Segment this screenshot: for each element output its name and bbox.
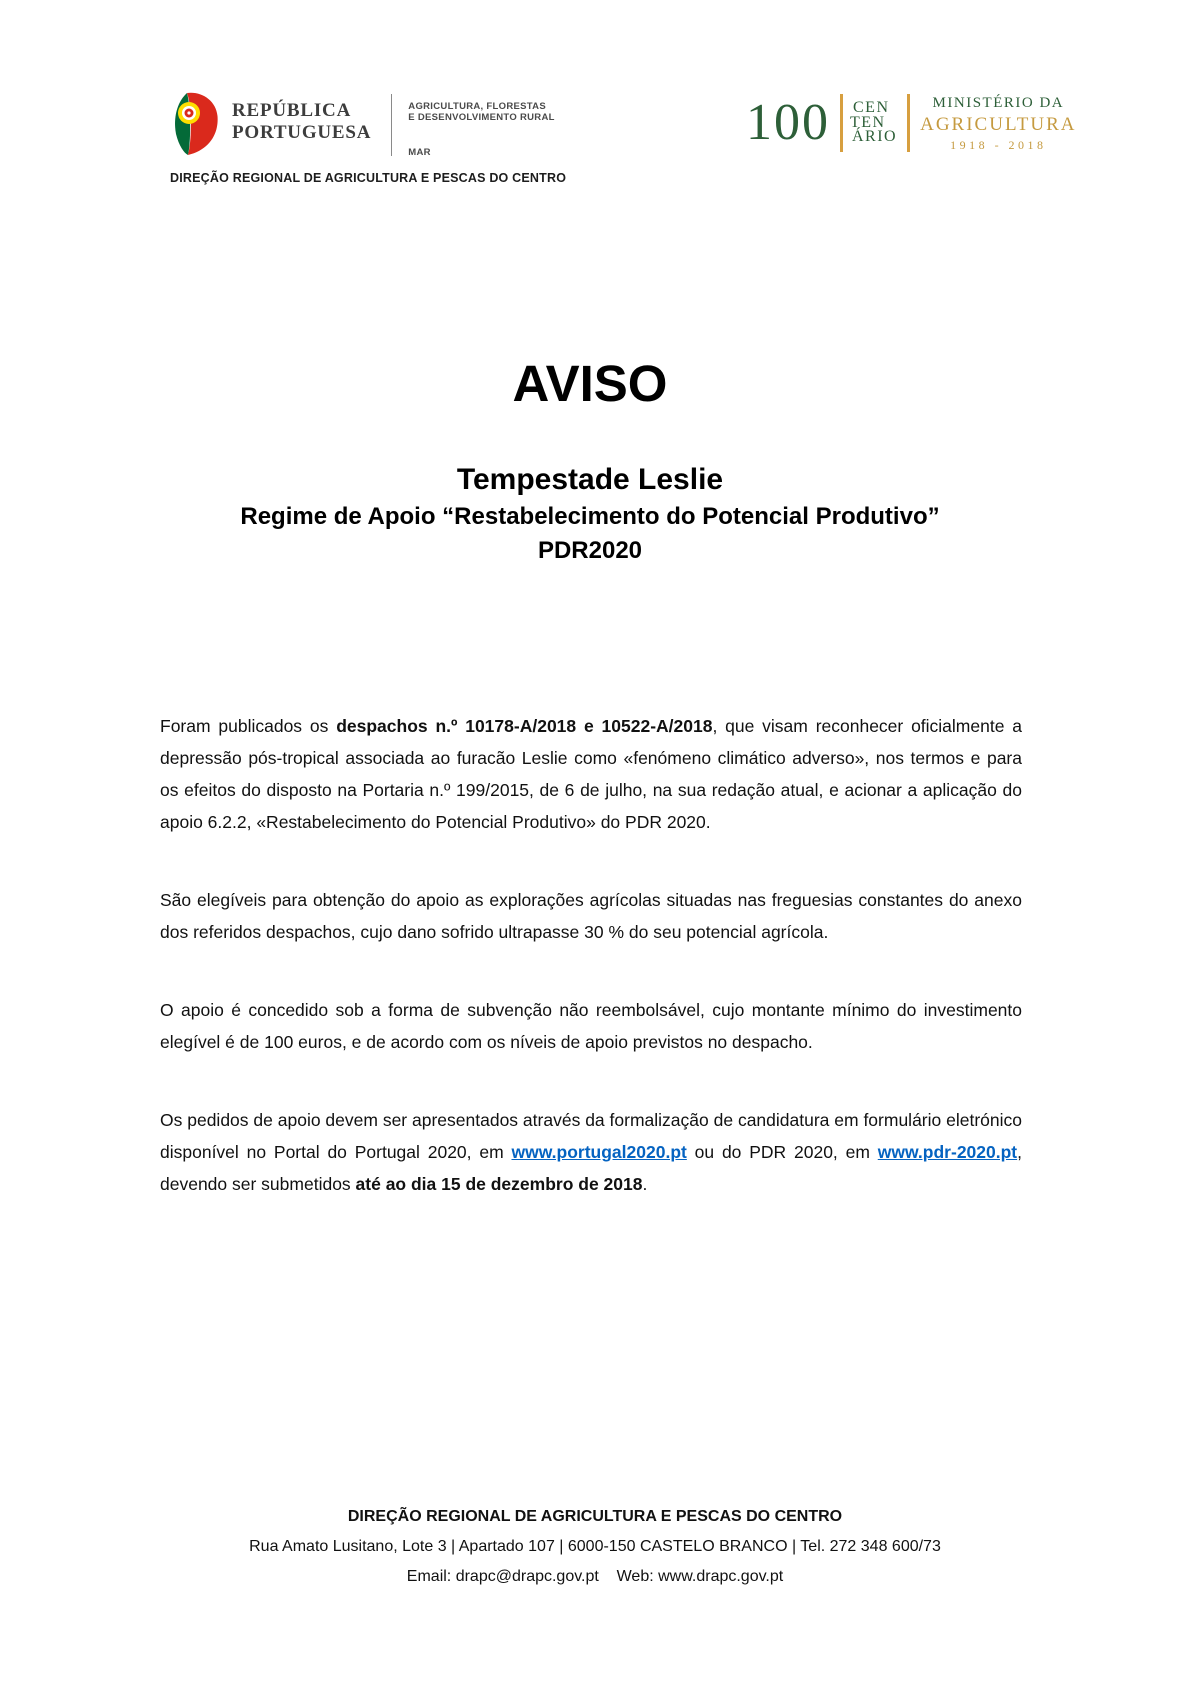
ministry-line1: AGRICULTURA, FLORESTAS bbox=[408, 101, 546, 112]
paragraph bbox=[160, 994, 1022, 1058]
footer-address: Rua Amato Lusitano, Lote 3 | Apartado 107 | 6000-150 CASTELO BRANCO | Tel. 272 348 600/73 bbox=[249, 1538, 941, 1555]
gold-bar-divider bbox=[907, 94, 910, 152]
agricultura-label: AGRICULTURA bbox=[920, 113, 1077, 135]
centenario-100: 100 bbox=[746, 94, 830, 151]
republica-wordmark bbox=[232, 92, 371, 144]
footer-contacts: Email: drapc@drapc.gov.pt Web: www.drapc.gov.pt bbox=[406, 1568, 784, 1585]
text-segment: , devendo ser submetidos bbox=[160, 1142, 1023, 1194]
gold-bar-divider bbox=[840, 94, 843, 152]
ministry-line2: E DESENVOLVIMENTO RURAL bbox=[408, 112, 555, 123]
paragraph bbox=[160, 1104, 1022, 1200]
text-segment: O apoio é concedido sob a forma de subvenção não reembolsável, cujo montante mínimo do investimento elegível é de 100 euros, e de acordo com os níveis de apoio previstos no despacho. bbox=[160, 1000, 1022, 1052]
text-segment: . bbox=[642, 1174, 648, 1194]
text-segment: até ao dia 15 de dezembro de 2018 bbox=[355, 1174, 643, 1194]
inline-link[interactable]: www.pdr-2020.pt bbox=[877, 1142, 1018, 1162]
subtitle-regime: Regime de Apoio “Restabelecimento do Potencial Produtivo” bbox=[240, 503, 940, 530]
footer-org-name: DIREÇÃO REGIONAL DE AGRICULTURA E PESCAS DO CENTRO bbox=[347, 1508, 843, 1525]
text-segment: Os pedidos de apoio devem ser apresentados através da formalização de candidatura em formulário eletrónico disponível no Portal do Portugal 2020, em bbox=[160, 1110, 1022, 1162]
centenario-wordmark bbox=[850, 99, 898, 146]
republica-portuguesa-logo bbox=[170, 92, 566, 185]
republica-line2: PORTUGUESA bbox=[232, 122, 372, 143]
ministry-line3: MAR bbox=[408, 147, 431, 158]
paragraph bbox=[160, 884, 1022, 948]
text-segment: São elegíveis para obtenção do apoio as explorações agrícolas situadas nas freguesias constantes do anexo dos referidos despachos, cujo dano sofrido ultrapasse 30 % do seu potencial agrícola. bbox=[160, 890, 1022, 942]
text-segment: , que visam reconhecer oficialmente a depressão pós-tropical associada ao furacão Leslie como «fenómeno climático adverso», nos termos e para os efeitos do disposto na Portaria n.º 199/2015, de 6 de julho, na sua redação atual, e acionar a aplicação do apoio 6.2.2, «Restabelecimento do Potencial Produtivo» do PDR 2020. bbox=[160, 716, 1023, 832]
ministry-block bbox=[408, 92, 554, 158]
text-segment: Foram publicados os bbox=[160, 716, 337, 736]
page-title: AVISO bbox=[512, 355, 668, 413]
centenario-line2: TEN bbox=[850, 113, 886, 131]
page-footer bbox=[0, 1502, 1190, 1592]
subtitle-block bbox=[100, 460, 1080, 568]
centenario-years: 1918 - 2018 bbox=[950, 137, 1047, 152]
subtitle-storm-name: Tempestade Leslie bbox=[456, 463, 724, 496]
ministerio-da-label: MINISTÉRIO DA bbox=[932, 94, 1065, 111]
vertical-divider bbox=[391, 94, 392, 156]
subtitle-program: PDR2020 bbox=[537, 537, 643, 564]
portugal-flag-icon bbox=[170, 92, 222, 156]
text-segment: despachos n.º 10178-A/2018 e 10522-A/2018 bbox=[336, 716, 713, 736]
body-paragraphs bbox=[160, 710, 1022, 1246]
ministerio-agricultura-block bbox=[920, 95, 1076, 152]
paragraph bbox=[160, 710, 1022, 838]
republica-line1: REPÚBLICA bbox=[232, 100, 352, 121]
centenario-line1: CEN bbox=[853, 99, 890, 117]
inline-link[interactable]: www.portugal2020.pt bbox=[511, 1142, 687, 1162]
direcao-regional-label: DIREÇÃO REGIONAL DE AGRICULTURA E PESCAS DO CENTRO bbox=[170, 171, 567, 185]
centenario-ministerio-logo bbox=[746, 94, 1077, 152]
text-segment: ou do PDR 2020, em bbox=[686, 1142, 878, 1162]
centenario-line3: ÁRIO bbox=[852, 128, 898, 146]
